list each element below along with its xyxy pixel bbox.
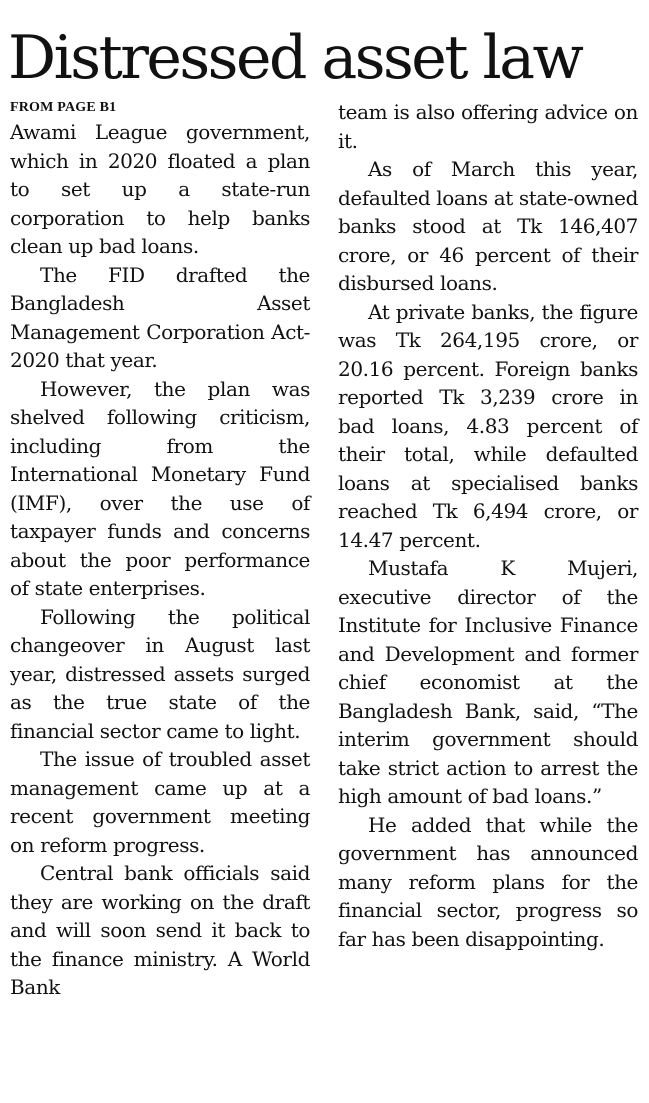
- paragraph: The FID drafted the Bangladesh Asset Management Corporation Act-2020 that year.: [10, 262, 310, 372]
- article-column-right: [338, 98, 638, 953]
- paragraph: He added that while the government has announced many reform plans for the financial sector, progress so far has been disappointing.: [338, 812, 638, 951]
- paragraph: team is also offering advice on it.: [338, 100, 638, 153]
- headline: Distressed asset law: [8, 23, 582, 93]
- jump-line: FROM PAGE B1: [10, 100, 117, 115]
- article-column-left: [10, 98, 310, 1002]
- paragraph: Mustafa K Mujeri, executive director of the Institute for Inclusive Finance and Development and former chief economist at the Bangladesh Bank, said, “The interim government should take strict action to arrest the high amount of bad loans.”: [338, 556, 638, 808]
- paragraph: The issue of troubled asset management came up at a recent government meeting on reform progress.: [10, 747, 310, 857]
- paragraph: Awami League government, which in 2020 floated a plan to set up a state-run corporation to help banks clean up bad loans.: [10, 120, 310, 258]
- paragraph: At private banks, the figure was Tk 264,195 crore, or 20.16 percent. Foreign banks reported Tk 3,239 crore in bad loans, 4.83 percent of their total, while defaulted loans at specialised banks reached Tk 6,494 crore, or 14.47 percent.: [338, 299, 638, 552]
- paragraph: As of March this year, defaulted loans at state-owned banks stood at Tk 146,407 crore, or 46 percent of their disbursed loans.: [338, 157, 638, 295]
- paragraph: However, the plan was shelved following criticism, including from the International Monetary Fund (IMF), over the use of taxpayer funds and concerns about the poor performance of state enterprises.: [10, 376, 310, 600]
- paragraph: Central bank officials said they are working on the draft and will soon send it back to the finance ministry. A World Bank: [10, 861, 310, 999]
- paragraph: Following the political changeover in August last year, distressed assets surged as the true state of the financial sector came to light.: [10, 604, 310, 743]
